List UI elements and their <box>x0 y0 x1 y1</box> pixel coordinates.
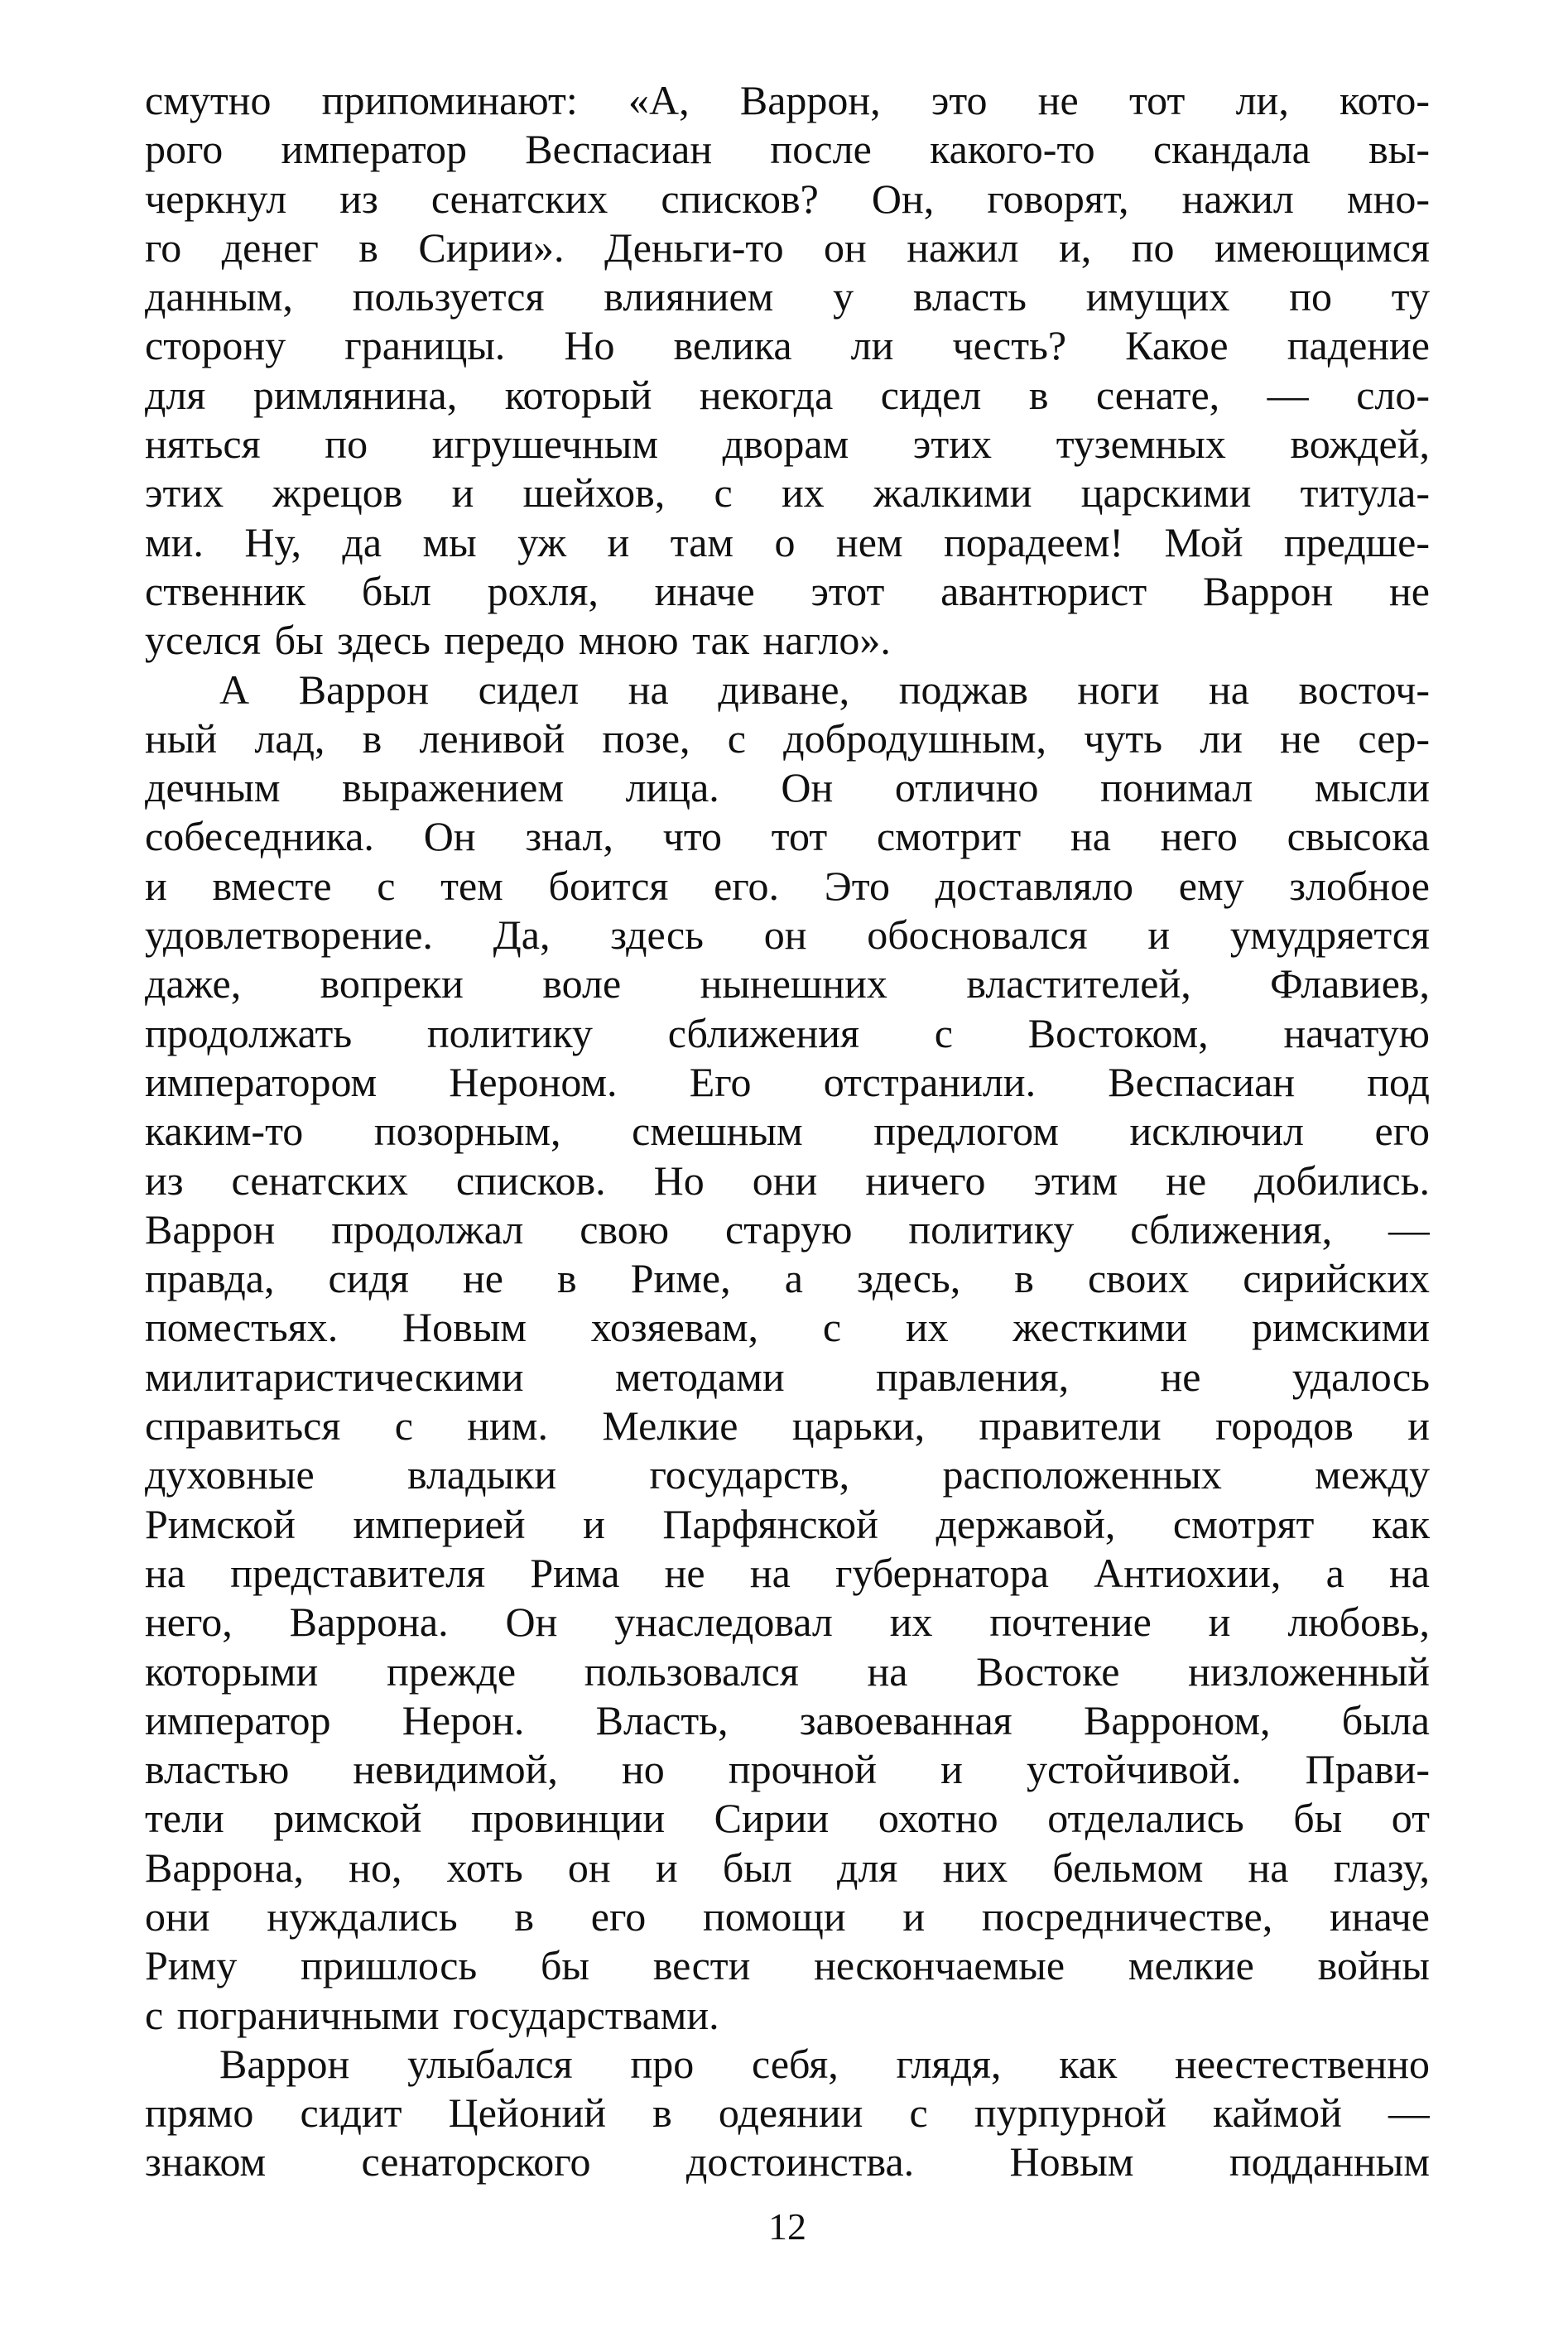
text-line: императором Нероном. Его отстранили. Веспасиан под <box>145 1058 1430 1105</box>
text-line: няться по игрушечным дворам этих туземных вождей, <box>145 421 1430 468</box>
paragraph <box>145 76 1430 666</box>
text-line: с пограничными государствами. <box>145 1991 719 2038</box>
text-line: император Нерон. Власть, завоеванная Варроном, была <box>145 1696 1430 1743</box>
text-line: Варрон продолжал свою старую политику сближения, — <box>145 1205 1430 1253</box>
text-line: прямо сидит Цейоний в одеянии с пурпурной каймой — <box>145 2089 1430 2137</box>
text-line: дечным выражением лица. Он отлично понимал мысли <box>145 764 1430 811</box>
text-line: и вместе с тем боится его. Это доставляло ему злобное <box>145 862 1430 909</box>
text-line: него, Варрона. Он унаследовал их почтение и любовь, <box>145 1599 1430 1646</box>
text-line: продолжать политику сближения с Востоком, начатую <box>145 1009 1430 1056</box>
text-line: каким-то позорным, смешным предлогом исключил его <box>145 1108 1430 1155</box>
text-line: ный лад, в ленивой позе, с добродушным, чуть ли не сер- <box>145 714 1430 762</box>
text-line: этих жрецов и шейхов, с их жалкими царскими титула- <box>145 469 1430 517</box>
text-line: Риму пришлось бы вести нескончаемые мелкие войны <box>145 1942 1430 1989</box>
text-line: сторону границы. Но велика ли честь? Какое падение <box>145 322 1430 369</box>
text-line: на представителя Рима не на губернатора Антиохии, а на <box>145 1549 1430 1596</box>
text-line: черкнул из сенатских списков? Он, говорят, нажил мно- <box>145 175 1430 222</box>
text-line: собеседника. Он знал, что тот смотрит на него свысока <box>145 813 1430 860</box>
text-line: данным, пользуется влиянием у власть имущих по ту <box>145 273 1430 320</box>
text-line: знаком сенаторского достоинства. Новым подданным <box>145 2138 1430 2186</box>
text-line: правда, сидя не в Риме, а здесь, в своих сирийских <box>145 1255 1430 1302</box>
text-line: милитаристическими методами правления, не удалось <box>145 1353 1430 1400</box>
text-line: которыми прежде пользовался на Востоке низложенный <box>145 1647 1430 1695</box>
text-line: поместьях. Новым хозяевам, с их жесткими римскими <box>145 1304 1430 1351</box>
text-line: для римлянина, который некогда сидел в сенате, — сло- <box>145 371 1430 418</box>
text-line: смутно припоминают: «А, Варрон, это не тот ли, кото- <box>145 77 1430 123</box>
paragraph <box>145 666 1430 2040</box>
text-line: Варрон улыбался про себя, глядя, как неестественно <box>219 2040 1430 2087</box>
text-line: справиться с ним. Мелкие царьки, правители городов и <box>145 1402 1430 1450</box>
page-number: 12 <box>768 2205 806 2248</box>
text-line: духовные владыки государств, расположенных между <box>145 1451 1430 1498</box>
text-line: Варрона, но, хоть он и был для них бельмом на глазу, <box>145 1844 1430 1891</box>
text-line: из сенатских списков. Но они ничего этим не добились. <box>145 1156 1430 1204</box>
text-line: Римской империей и Парфянской державой, смотрят как <box>145 1500 1430 1547</box>
page-text <box>145 76 1430 2187</box>
text-line: ми. Ну, да мы уж и там о нем порадеем! Мой предше- <box>145 518 1430 565</box>
text-line: даже, вопреки воле нынешних властителей, Флавиев, <box>145 960 1430 1007</box>
text-line: властью невидимой, но прочной и устойчивой. Прави- <box>145 1746 1430 1793</box>
text-line: они нуждались в его помощи и посредничестве, иначе <box>145 1892 1430 1940</box>
text-line: ственник был рохля, иначе этот авантюрист Варрон не <box>145 567 1430 614</box>
text-line: тели римской провинции Сирии охотно отделались бы от <box>145 1795 1430 1842</box>
text-line: рого император Веспасиан после какого-то скандала вы- <box>145 126 1430 173</box>
text-line: удовлетворение. Да, здесь он обосновался и умудряется <box>145 911 1430 959</box>
paragraph <box>145 2040 1430 2187</box>
text-line: А Варрон сидел на диване, поджав ноги на восточ- <box>219 666 1430 713</box>
text-line: го денег в Сирии». Деньги-то он нажил и, по имеющимся <box>145 224 1430 271</box>
text-line: уселся бы здесь передо мною так нагло». <box>145 617 891 664</box>
